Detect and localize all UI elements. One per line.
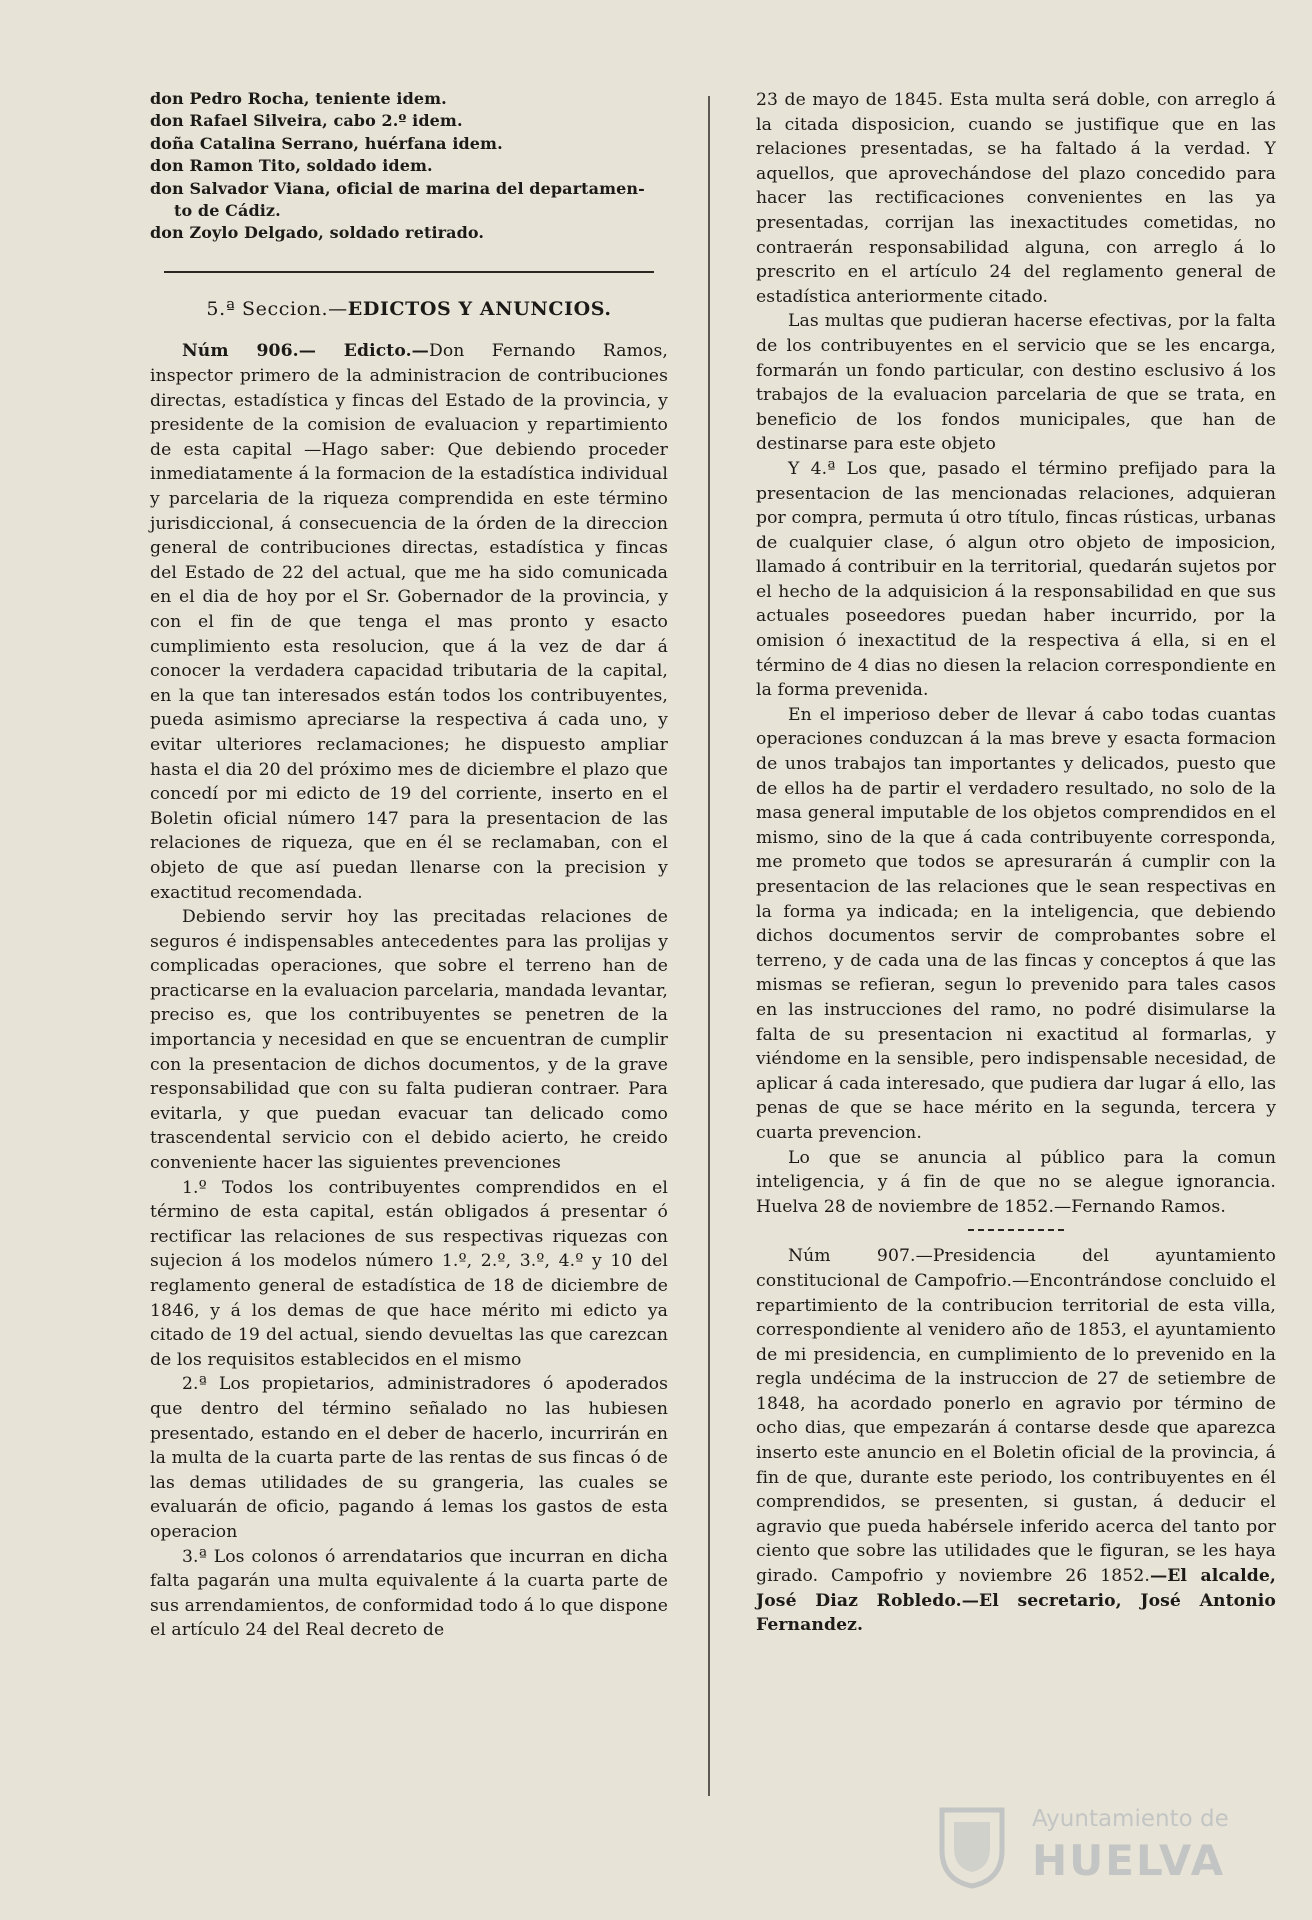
prevencion-1: 1.º Todos los contribuyentes comprendidos en el término de esta capital, están obligados á presentar ó rectificar las relaciones de sus respectivas riquezas con sujecion á los modelos número 1.º, 2.º, 3.º, 4.º y 10 del reglamento general de estadística de 18 de diciembre de 1846, y á los demas de que hace mérito mi edicto ya citado de 19 del actual, siendo devueltas las que carezcan de los requisitos establecidos en el mismo: [150, 1177, 668, 1370]
right-column: [756, 88, 1276, 1638]
notice-907-text: Presidencia del ayuntamiento constitucional de Campofrio.—Encontrándose concluido el repartimiento de la contribucion territorial de esta villa, correspondiente al venidero año de 1853, el ayuntamiento de mi presidencia, en cumplimiento de lo prevenido en la regla undécima de la instruccion de 27 de setiembre de 1848, ha acordado ponerlo en agravio por término de ocho dias, que empezarán á contarse desde que aparezca inserto este anuncio en el Boletin oficial de la provincia, á fin de que, durante este periodo, los contribuyentes en él comprendidos, se presenten, si gustan, á deducir el agravio que pueda habérsele inferido acerca del tanto por ciento que sobre las utilidades que le figuran, se les haya girado. Campofrio y noviembre 26 1852.: [756, 1246, 1276, 1587]
edict-906-text: Don Fernando Ramos, inspector primero de la administracion de contribuciones directas, estadística y fincas del Estado de la provincia, y presidente de la comision de evaluacion y repartimiento de esta capital —Hago saber: Que debiendo proceder inmediatamente á la formacion de la estadística individual y parcelaria de la riqueza comprendida en este término jurisdiccional, á consecuencia de la órden de la direccion general de contribuciones directas, estadística y fincas del Estado de 22 del actual, que me ha sido comunicada en el dia de hoy por el Sr. Gobernador de la provincia, y con el fin de que tenga el mas pronto y esacto cumplimiento esta resolucion, que á la vez de dar á conocer la verdadera capacidad tributaria de la capital, en la que tan interesados están todos los contribuyentes, pueda asimismo apreciarse la respectiva á cada uno, y evitar ulteriores reclamaciones; he dispuesto ampliar hasta el dia 20 del próximo mes de diciembre el plazo que concedí por mi edicto de 19 del corriente, inserto en el Boletin oficial número 147 para la presentacion de las relaciones de riqueza, que en él se reclamaban, con el objeto de que así puedan llenarse con la precision y exactitud recomendada.: [150, 341, 668, 903]
notice-907-signatures: —El alcalde, José Diaz Robledo.—El secretario, José Antonio Fernandez.: [756, 1566, 1276, 1636]
section-title: EDICTOS Y ANUNCIOS.: [347, 297, 612, 320]
archive-watermark: [902, 1800, 1242, 1890]
left-column: [150, 88, 668, 1643]
prevencion-3: 3.ª Los colonos ó arrendatarios que incurran en dicha falta pagarán una multa equivalente á la cuarta parte de sus arrendamientos, de conformidad todo á lo que dispone el artículo 24 del Real decreto de: [150, 1546, 668, 1641]
list-item: don Ramon Tito, soldado idem.: [150, 156, 433, 176]
section-number: 5.ª Seccion.—: [206, 297, 348, 320]
list-item: to de Cádiz.: [174, 201, 281, 221]
edict-906-paragraph-2: Debiendo servir hoy las precitadas relaciones de seguros é indispensables antecedentes para las prolijas y complicadas operaciones, que sobre el terreno han de practicarse en la evaluacion parcelaria, mandada levantar, preciso es, que los contribuyentes se penetren de la importancia y necesidad en que se encuentran de cumplir con la presentacion de dichos documentos, y de la grave responsabilidad que con su falta pudieran contraer. Para evitarla, y que puedan evacuar tan delicado como trascendental servicio con el debido acierto, he creido conveniente hacer las siguientes prevenciones: [150, 907, 668, 1174]
closing-paragraph: Lo que se anuncia al público para la comun inteligencia, y á fin de que no se alegue ignorancia. Huelva 28 de noviembre de 1852.—Fernando Ramos.: [756, 1147, 1276, 1217]
section-heading: [150, 297, 668, 322]
prevencion-4: Y 4.ª Los que, pasado el término prefijado para la presentacion de las mencionadas relaciones, adquieran por compra, permuta ú otro título, fincas rústicas, urbanas de cualquier clase, ó algun otro objeto de imposicion, llamado á contribuir en la territorial, quedarán sujetos por el hecho de la adquisicion á la responsabilidad en que sus actuales poseedores puedan haber incurrido, por la omision ó inexactitud de la respectiva á ella, si en el término de 4 dias no diesen la relacion correspondiente en la forma prevenida.: [756, 458, 1276, 701]
notice-907-paragraph: [756, 1244, 1276, 1638]
edict-906-paragraph: [150, 339, 668, 905]
list-item: don Salvador Viana, oficial de marina del departamen-: [150, 178, 645, 198]
list-item: don Pedro Rocha, teniente idem.: [150, 89, 447, 108]
watermark-line-2: HUELVA: [1032, 1836, 1226, 1885]
list-item: don Rafael Silveira, cabo 2.º idem.: [150, 111, 463, 131]
coat-of-arms-icon: [922, 1800, 1022, 1890]
edict-906-heading: Núm 906.— Edicto.—: [182, 341, 429, 362]
notice-907-heading: Núm 907.—: [788, 1246, 933, 1267]
deber-paragraph: En el imperioso deber de llevar á cabo todas cuantas operaciones conduzcan á la mas breve y esacta formacion de unos trabajos tan importantes y delicados, puesto que de ellos ha de partir el verdadero resultado, no solo de la masa general imputable de los objetos comprendidos en el mismo, sino de la que á cada contribuyente corresponda, me prometo que todos se apresurarán á cumplir con la presentacion de las relaciones que le sean respectivas en la forma ya indicada; en la inteligencia, que debiendo dichos documentos servir de comprobantes sobre el terreno, y de cada una de las fincas y conceptos á que las mismas se refieran, segun lo prevenido para tales casos en las instrucciones del ramo, no podré disimularse la falta de su presentacion ni exactitud al formarlas, y viéndome en la sensible, pero indispensable necesidad, de aplicar á cada interesado, que pudiera dar lugar á ello, las penas de que se hace mérito en la segunda, tercera y cuarta prevencion.: [756, 704, 1276, 1143]
list-item: doña Catalina Serrano, huérfana idem.: [150, 133, 503, 153]
list-item: don Zoylo Delgado, soldado retirado.: [150, 223, 485, 243]
prevencion-3-continued: 23 de mayo de 1845. Esta multa será doble, con arreglo á la citada disposicion, cuando se justifique que en las relaciones presentadas, se ha faltado á la verdad. Y aquellos, que aprovechándose del plazo concedido para hacer las rectificaciones convenientes en las ya presentadas, corrijan las inexactitudes cometidas, no contraerán responsabilidad alguna, con arreglo á lo prescrito en el artículo 24 del reglamento general de estadística anteriormente citado.: [756, 90, 1276, 307]
multas-paragraph: Las multas que pudieran hacerse efectivas, por la falta de los contribuyentes en el servicio que se les encarga, formarán un fondo particular, con destino esclusivo á los trabajos de la evaluacion parcelaria de que se trata, en beneficio de los fondos municipales, que han de destinarse para este objeto: [756, 311, 1276, 455]
separator-rule: [164, 271, 654, 273]
notice-separator: [968, 1229, 1064, 1234]
watermark-line-1: Ayuntamiento de: [1032, 1806, 1229, 1832]
prevencion-2: 2.ª Los propietarios, administradores ó apoderados que dentro del término señalado no las hubiesen presentado, estando en el deber de hacerlo, incurrirán en la multa de la cuarta parte de las rentas de sus fincas ó de las demas utilidades de su grangeria, las cuales se evaluarán de oficio, pagando á lemas los gastos de esta operacion: [150, 1374, 668, 1542]
column-divider: [708, 96, 710, 1796]
